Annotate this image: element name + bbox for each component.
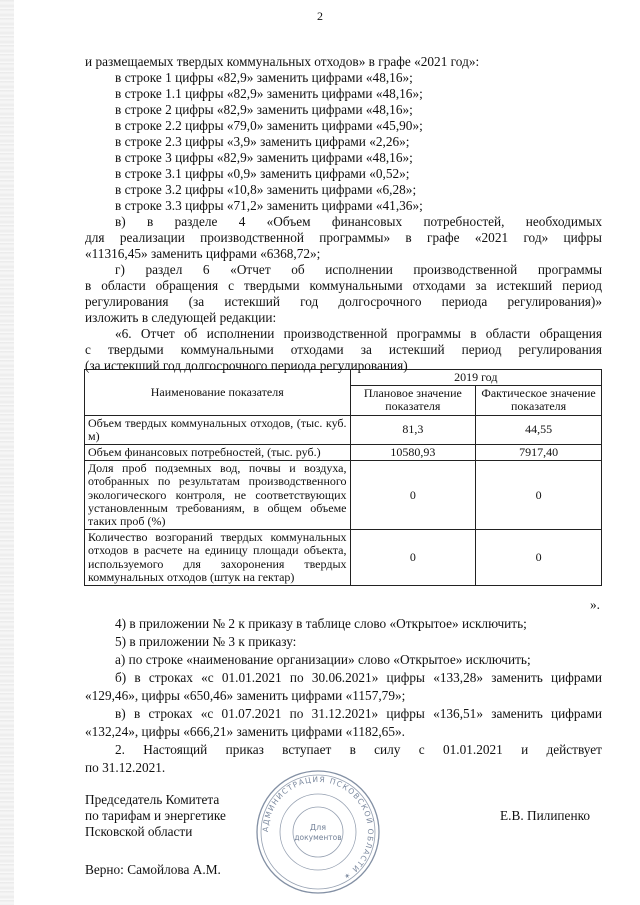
text-line: изложить в следующей редакции: [85,310,277,325]
row-name: Объем финансовых потребностей, (тыс. руб.) [85,445,351,461]
text-line: для реализации производственной программы» в графе «2021 год» цифры [85,230,602,245]
text-line: в) в разделе 4 «Объем финансовых потребностей, необходимых [115,214,602,229]
text-line: в строке 3.1 цифры «0,9» заменить цифрами «0,52»; [115,166,410,181]
signatory-title: по тарифам и энергетике [85,808,226,823]
text-line: в строке 3.2 цифры «10,8» заменить цифрами «6,28»; [115,182,417,197]
report-table [84,369,602,586]
text-line: в) в строках «с 01.07.2021 по 31.12.2021» цифры «136,51» заменить цифрами [115,706,602,721]
row-name: Доля проб подземных вод, почвы и воздуха, отобранных по результатам производственного экологического контроля, не соответствующих установленным требованиям, в общем объеме таких проб (%) [85,461,351,530]
text-line: в строке 1 цифры «82,9» заменить цифрами «48,16»; [115,70,413,85]
text-line: в строке 2 цифры «82,9» заменить цифрами «48,16»; [115,102,413,117]
text-line: в области обращения с твердыми коммунальными отходами за истекший период [85,278,602,293]
text-line: «129,46», цифры «650,46» заменить цифрами «1157,79»; [85,688,406,703]
row-name: Количество возгораний твердых коммунальных отходов в расчете на единицу площади объекта, используемого для захоронения твердых коммунальных отходов (штук на гектар) [85,530,351,586]
text-line: 2. Настоящий приказ вступает в силу с 01.01.2021 и действует [115,742,602,757]
official-stamp [254,768,382,896]
text-line: в строке 2.2 цифры «79,0» заменить цифрами «45,90»; [115,118,423,133]
row-fact: 7917,40 [476,445,602,461]
table-row [85,445,602,461]
table-row [85,530,602,586]
verification-note: Верно: Самойлова А.М. [85,862,221,877]
signatory-title: Председатель Комитета [85,792,220,807]
table-row [85,415,602,444]
row-plan: 10580,93 [350,445,476,461]
row-fact: 0 [476,530,602,586]
text-line: с твердыми коммунальными отходами за истекший период регулирования [85,342,602,357]
row-name: Объем твердых коммунальных отходов, (тыс. куб. м) [85,415,351,444]
header-plan: Плановое значение показателя [350,386,476,415]
row-fact: 0 [476,461,602,530]
row-plan: 0 [350,530,476,586]
text-line: б) в строках «с 01.01.2021 по 30.06.2021» цифры «133,28» заменить цифрами [115,670,602,685]
row-plan: 81,3 [350,415,476,444]
text-line: 5) в приложении № 3 к приказу: [115,634,297,649]
text-line: «11316,45» заменить цифрами «6368,72»; [85,246,321,261]
text-line: в строке 3.3 цифры «71,2» заменить цифрами «41,36»; [115,198,423,213]
header-name: Наименование показателя [85,370,351,416]
text-line: в строке 2.3 цифры «3,9» заменить цифрами «2,26»; [115,134,410,149]
text-line: «132,24», цифры «666,21» заменить цифрами «1182,65». [85,724,405,739]
closing-quote: ». [590,597,600,612]
scan-edge [0,0,14,905]
text-line: по 31.12.2021. [85,760,166,775]
text-line: «6. Отчет об исполнении производственной программы в области обращения [115,326,602,341]
text-line: г) раздел 6 «Отчет об исполнении производственной программы [115,262,602,277]
signatory-title: Псковской области [85,824,193,839]
text-line: 4) в приложении № 2 к приказу в таблице слово «Открытое» исключить; [115,616,527,631]
header-year: 2019 год [350,370,601,386]
text-line: в строке 1.1 цифры «82,9» заменить цифрами «48,16»; [115,86,423,101]
stamp-center-text: документов [294,833,342,842]
text-line: (за истекший год долгосрочного периода регулирования) [85,358,408,373]
row-fact: 44,55 [476,415,602,444]
text-line: в строке 3 цифры «82,9» заменить цифрами «48,16»; [115,150,413,165]
svg-text:АДМИНИСТРАЦИЯ ПСКОВСКОЙ ОБЛАСТ: АДМИНИСТРАЦИЯ ПСКОВСКОЙ ОБЛАСТИ ✶ [260,774,376,882]
table-row [85,461,602,530]
stamp-center-text: Для [309,823,327,832]
text-line: и размещаемых твердых коммунальных отходов» в графе «2021 год»: [85,54,480,69]
signatory-name: Е.В. Пилипенко [500,808,591,823]
text-line: а) по строке «наименование организации» слово «Открытое» исключить; [115,652,531,667]
text-line: регулирования (за истекший год долгосрочного периода регулирования)» [85,294,602,309]
page-number: 2 [317,9,323,23]
header-fact: Фактическое значение показателя [476,386,602,415]
row-plan: 0 [350,461,476,530]
